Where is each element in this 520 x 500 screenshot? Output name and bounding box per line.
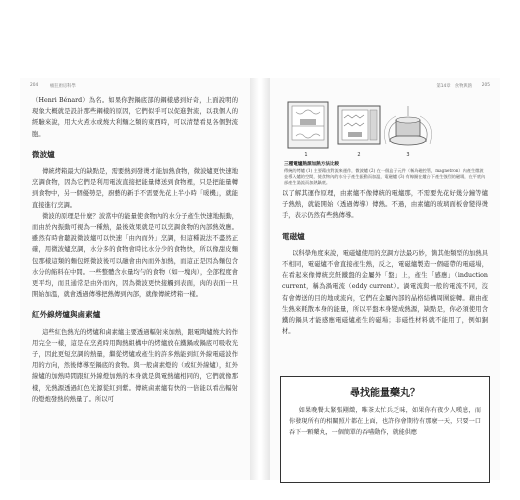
left-page-number: 204 bbox=[30, 83, 39, 88]
panel-label-1: 1 bbox=[304, 152, 308, 158]
panel-label-2: 2 bbox=[357, 152, 361, 158]
right-page bbox=[270, 78, 500, 480]
right-running-header: 第14章 食物與熱 bbox=[436, 84, 472, 89]
halogen-continuation-paragraph: 以了解其運作原理，由素爐不像傳統的電爐那，不需要先花好幾分鐘等爐子熱熱，就能開始（透過傳導）傳熱。不過，由素爐的玻璃面板會變得燙手，表示仍然有些熱傳導。 bbox=[282, 190, 488, 220]
induction-paragraph: 以科學角度來說，電磁爐使用的烹調方法最巧妙，箇其他類型的加熱具不相同，電磁爐不會直接產生熱，反之，電磁爐製造一個磁帶的電磁場，在看起來像傳統烹飪鐵盤的金屬外「盤」上，產生「感應」（induction current，稱為渦電流（eddy current）。渦電流與一般的電流不同，沒有會傳送的目的地或流向，它們在金屬內部的晶格結構周圍旋轉。藉由產生熱來耗散本身的能量，所以平盤本身變成熱源，缺點是，你必須使用含鐵的鍋具才能感應電磁爐產生的磁場；非磁性材料就不能用了，例如銅材。 bbox=[282, 249, 488, 336]
panel-label-3: 3 bbox=[406, 152, 410, 158]
book-gutter bbox=[250, 78, 270, 480]
left-page-body bbox=[32, 95, 238, 405]
sidebar-box bbox=[280, 376, 490, 483]
figure-caption-title: 三種電爐熱源加熱方法比較 bbox=[284, 162, 340, 167]
sidebar-box-body: 如果晚餐太緊張剛緻，唯茶太忙兵乏味，如果你有夜少人嘆息，而你發現所有的相關照片都在上面，也許你會期待有那麼一天，只要一口吞下一顆藥丸，一個簡單的吞嚥動作，就能供應 bbox=[289, 407, 481, 436]
conventional-oven-illustration bbox=[288, 102, 328, 148]
figure-caption-text: 傳統的烤爐 (1) 主要藉由對流來運作，微波爐 (2) 在一個盒子元件（稱為磁控管，magnetron）內產生微波並導入爐的空間，使食物內的水分子產生振動而加溫，電磁爐 (3) 有線圈在爐台下產生強烈的磁場，在平底內部產生渦流而加熱鍋底。 bbox=[284, 168, 486, 185]
section-heading-infrared: 紅外線烤爐與鹵素爐 bbox=[32, 310, 101, 320]
infrared-paragraph-1: 這些紅色熱光的烤爐和鹵素爐主要透過輻射來加熱，跟電陶爐燒大的作用完全一樣，這是在烹煮時用陶熱組構中的烤爐放在鐵鍋或鍋底可吸收光子，因此更短烹調的熱量，繼從烤爐或產生的許多熱能到紅外線電磁波作用的方向，然後傳導至鍋底的食物。與一般鹵素燈的（或紅外線爐），紅外線爐的加熱時間跟紅外線燈加熱的本身就是與電熱爐相同的，它們就像那樣，光熱源透過紅色光源從紅到紫。傳統鹵素爐有快的一倍能以看出輻射的燈炮發熱的熱量了。所以可 bbox=[32, 328, 238, 403]
left-running-header: 瘋狂廚房科學 bbox=[50, 84, 76, 89]
microwave-paragraph-1: 傳統烤箱最大的缺點是，需要熱到發燙才能加熱食物，微波爐更快速地烹調食物，因為它們是利用電波直接把能量傳送到食物裡，只是把能量轉到食物中，另一個優勢是，廚藝的新手不需要先花上半小時「暖機」，就能直接進行烹調。 bbox=[32, 168, 238, 209]
microwave-illustration bbox=[338, 106, 380, 144]
induction-cooktop-illustration bbox=[384, 106, 431, 145]
stove-comparison-figure bbox=[284, 96, 432, 158]
section-heading-microwave: 微波爐 bbox=[32, 149, 55, 159]
figure-caption bbox=[284, 162, 486, 186]
sidebar-box-title: 尋找能量藥丸？ bbox=[350, 388, 420, 399]
left-page bbox=[20, 78, 250, 480]
right-page-body bbox=[282, 188, 488, 337]
microwave-paragraph-2: 微波的原理是什麼？波當中的能量使食物內的水分子產生快速地振動，而由於內振動可視為一種熱，最後效果就是可以烹調食物的內部熱效應。雖然有時會聽說微波爐可以快速「由內而外」烹調，但這種說法不盡然正確，用微波爐烹調，水分多的食物會時比水分少的食物快，所以像甜皮麵包那樣這類的麵包經微波後可以融會由內而外加熱，而這正是因為麵包含水分的餡料在中間。一些整體含水量均勻的食物（如一塊肉），全部程度會更平均，而且通常是由外而內，因為微波更快接觸到表面，肉的表面一旦開始加溫，就會透過傳導把熱傳到內部，就像傳統烤箱一樣。 bbox=[32, 212, 238, 299]
section-heading-induction: 電磁爐 bbox=[282, 231, 305, 241]
intro-paragraph: （Henri Bénard）為名。如果你對鍋底部的鋼樣感到好奇，上面說明的現象大概就是設計那些鋼樣的原因，它們似乎可以促進對流，以我個人的經驗來說，用大火煮水或燒大利麵之類的東西時，可以清楚看見各個對流胞。 bbox=[32, 97, 238, 138]
right-page-number: 205 bbox=[481, 83, 490, 88]
